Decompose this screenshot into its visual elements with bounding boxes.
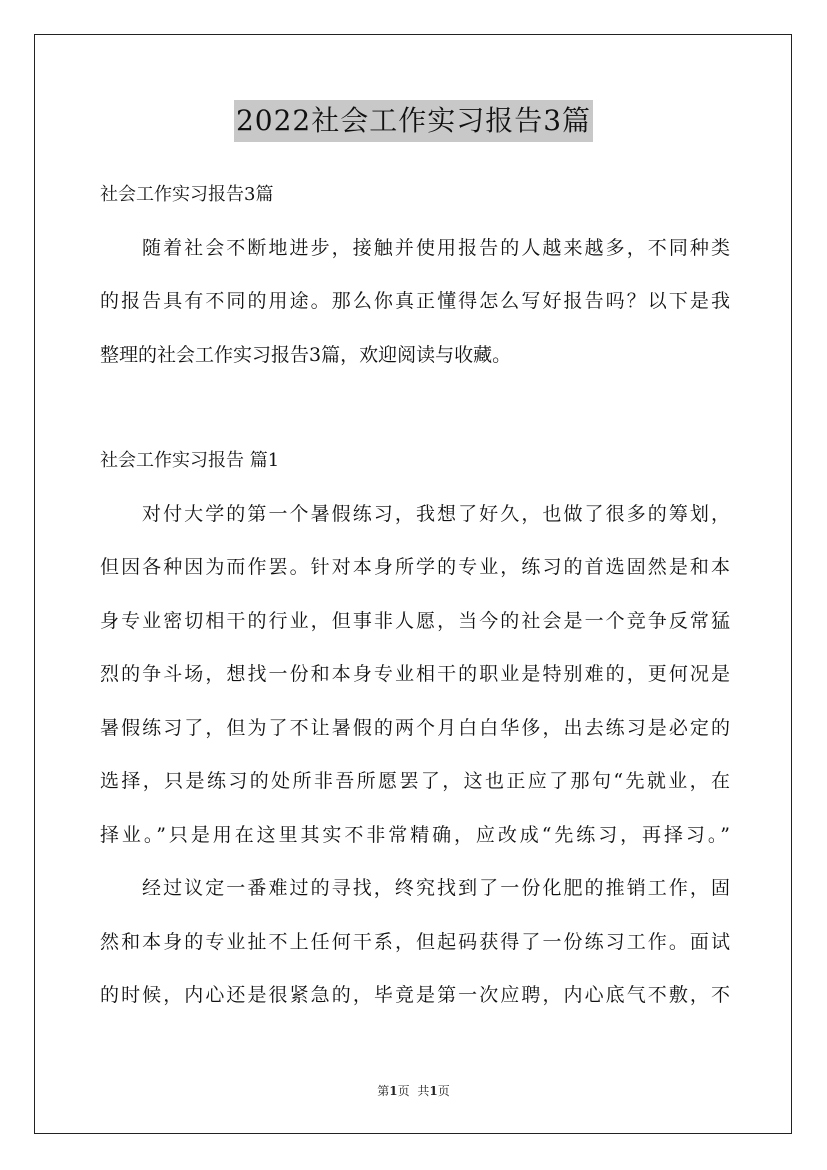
paragraph-line: 烈的争斗场，想找一份和本身专业相干的职业是特别难的，更何况是 — [100, 663, 730, 685]
paragraph-line: 的时候，内心还是很紧急的，毕竟是第一次应聘，内心底气不敷，不 — [100, 984, 730, 1006]
paragraph-line: 但因各种因为而作罢。针对本身所学的专业，练习的首选固然是和本 — [100, 556, 730, 578]
intro-paragraph — [100, 222, 730, 383]
paragraph-line: 经过议定一番难过的寻找，终究找到了一份化肥的推销工作，固 — [142, 877, 730, 899]
page-footer — [0, 1082, 827, 1100]
paragraph-line: 的报告具有不同的用途。那么你真正懂得怎么写好报告吗？以下是我 — [100, 290, 730, 312]
paragraph-line: 对付大学的第一个暑假练习，我想了好久，也做了很多的筹划， — [142, 502, 730, 525]
paragraph-gap — [100, 382, 730, 434]
total-label-suffix: 页 — [437, 1084, 450, 1098]
document-body — [100, 168, 730, 1023]
document-subtitle: 社会工作实习报告3篇 — [100, 184, 274, 205]
total-pages: 1 — [429, 1084, 438, 1098]
section1-paragraph-1 — [100, 488, 730, 863]
paragraph-line: 选择，只是练习的处所非吾所愿罢了，这也正应了那句“先就业，在 — [100, 770, 730, 792]
paragraph-line: 随着社会不断地进步，接触并使用报告的人越来越多，不同种类 — [142, 236, 730, 259]
document-title: 2022社会工作实习报告3篇 — [234, 100, 593, 142]
total-label-prefix: 共 — [417, 1084, 430, 1098]
page-number: 1 — [389, 1084, 398, 1098]
paragraph-line: 然和本身的专业扯不上任何干系，但起码获得了一份练习工作。面试 — [100, 930, 730, 953]
page-label-suffix: 页 — [397, 1084, 410, 1098]
paragraph-line: 整理的社会工作实习报告3篇，欢迎阅读与收藏。 — [100, 343, 512, 366]
page-label-prefix: 第 — [377, 1084, 390, 1098]
section1-paragraph-2 — [100, 862, 730, 1023]
paragraph-line: 择业。”只是用在这里其实不非常精确，应改成“先练习，再择习。” — [100, 823, 730, 846]
paragraph-line: 身专业密切相干的行业，但事非人愿，当今的社会是一个竞争反常猛 — [100, 609, 730, 632]
section-heading: 社会工作实习报告 篇1 — [100, 450, 280, 471]
paragraph-line: 暑假练习了，但为了不让暑假的两个月白白华侈，出去练习是必定的 — [100, 716, 730, 739]
title-container — [0, 100, 827, 142]
